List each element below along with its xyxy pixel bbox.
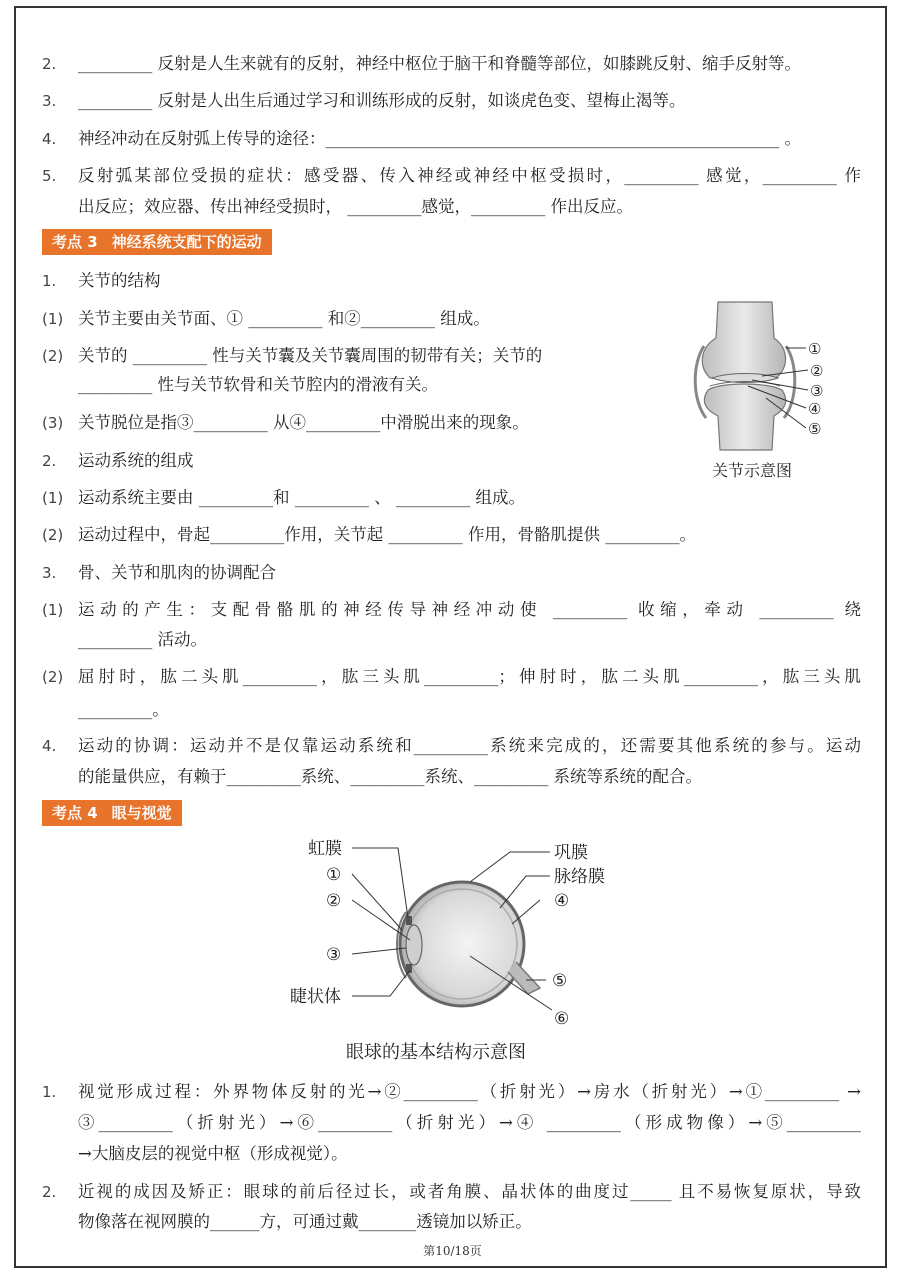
eye-label-2: ② bbox=[326, 891, 342, 911]
joint-caption: 关节示意图 bbox=[712, 461, 793, 480]
lens bbox=[406, 925, 422, 965]
eye-label-3: ③ bbox=[326, 945, 342, 965]
joint-label-2: ② bbox=[810, 362, 824, 380]
eye-label-1: ① bbox=[326, 865, 342, 885]
joint-diagram bbox=[690, 298, 840, 456]
eye-label-4: ④ bbox=[554, 891, 570, 911]
upper-bone bbox=[702, 302, 785, 378]
joint-label-3: ③ bbox=[810, 382, 824, 400]
eye-label-sclera: 巩膜 bbox=[554, 843, 588, 863]
optic-nerve bbox=[508, 962, 540, 994]
eye-caption: 眼球的基本结构示意图 bbox=[346, 1042, 526, 1063]
eye-label-6: ⑥ bbox=[554, 1009, 570, 1029]
eyeball-diagram bbox=[290, 832, 620, 1032]
joint-label-4: ④ bbox=[808, 400, 822, 418]
page-number: 第10/18页 bbox=[423, 1244, 482, 1258]
eye-label-iris: 虹膜 bbox=[308, 839, 342, 859]
eye-label-5: ⑤ bbox=[552, 971, 568, 991]
joint-label-5: ⑤ bbox=[808, 420, 822, 438]
joint-label-1: ① bbox=[808, 340, 822, 358]
section-4-heading: 考点 4 眼与视觉 bbox=[42, 800, 182, 826]
lower-bone bbox=[704, 384, 785, 450]
eye-label-choroid: 脉络膜 bbox=[554, 867, 605, 887]
eye-label-ciliary-body: 睫状体 bbox=[290, 987, 341, 1007]
section-3-heading: 考点 3 神经系统支配下的运动 bbox=[42, 229, 272, 255]
iris-upper bbox=[406, 916, 412, 925]
